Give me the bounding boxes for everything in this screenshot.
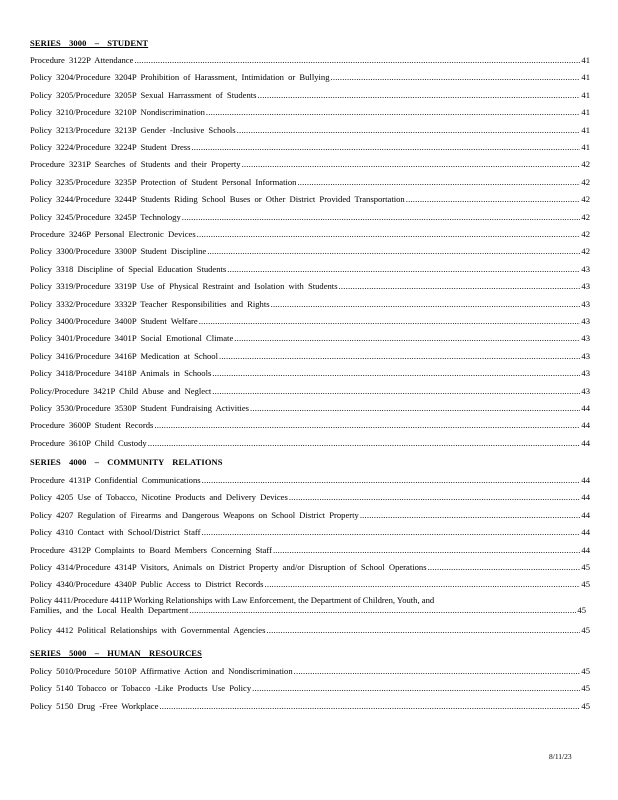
series-5000-heading: SERIES 5000 – HUMAN RESOURCES	[30, 648, 202, 658]
toc-entry-page: 44	[581, 527, 590, 538]
toc-entry-page: 45	[581, 579, 590, 590]
dot-leader	[234, 333, 580, 343]
toc-entry-page: 41	[581, 142, 590, 152]
toc-entry-page: 43	[581, 385, 590, 396]
toc-entry-title: Policy 3224/Procedure 3224P Student Dress	[30, 142, 191, 152]
dot-leader	[191, 142, 580, 152]
toc-entry	[30, 701, 590, 711]
toc-entry-page: 42	[581, 194, 590, 205]
toc-entry	[30, 579, 590, 589]
dot-leader	[227, 264, 580, 274]
dot-leader	[202, 475, 581, 485]
toc-entry-page: 43	[581, 281, 590, 292]
toc-entry-page: 41	[581, 55, 590, 65]
toc-entry-title: Policy 4314/Procedure 4314P Visitors, Animals on District Property and/or Disruption of School Operations	[30, 562, 427, 572]
toc-entry-title: Policy 4411/Procedure 4411P Working Relationships with Law Enforcement, the Department of Children, Youth, and	[30, 594, 435, 605]
toc-entry-page: 45	[581, 625, 590, 636]
series-3000-heading: SERIES 3000 – STUDENT	[30, 38, 149, 48]
toc-entry-page: 41	[581, 72, 590, 83]
toc-entry-title: Procedure 3600P Student Records	[30, 420, 154, 431]
toc-entry	[30, 562, 590, 572]
toc-entry-title: Policy 3401/Procedure 3401P Social Emotional Climate	[30, 333, 234, 344]
dot-leader	[219, 351, 580, 361]
dot-leader	[273, 545, 580, 555]
dot-leader	[134, 55, 580, 65]
toc-entry-title-continued: Families, and the Local Health Department	[30, 604, 189, 615]
toc-entry-page: 45	[577, 604, 586, 615]
toc-entry	[30, 90, 590, 100]
dot-leader	[265, 579, 581, 589]
toc-entry-page: 45	[581, 700, 590, 711]
toc-entry	[30, 438, 590, 448]
toc-entry-page: 43	[581, 350, 590, 361]
toc-entry-title: Procedure 4131P Confidential Communications	[30, 475, 201, 485]
dot-leader	[271, 299, 581, 309]
toc-entry	[30, 545, 590, 555]
dot-leader	[266, 625, 580, 635]
toc-entry	[30, 264, 590, 274]
dot-leader	[331, 72, 581, 82]
toc-entry-title: Policy 3530/Procedure 3530P Student Fundraising Activities	[30, 403, 250, 413]
toc-entry	[30, 299, 590, 309]
toc-entry-page: 42	[581, 246, 590, 257]
toc-entry-title: Policy/Procedure 3421P Child Abuse and Neglect	[30, 385, 212, 396]
toc-entry-page: 44	[581, 420, 590, 431]
toc-entry-title: Procedure 3610P Child Custody	[30, 437, 147, 448]
series-4000-heading: SERIES 4000 – COMMUNITY RELATIONS	[30, 457, 223, 467]
toc-entry-title: Policy 3319/Procedure 3319P Use of Physical Restraint and Isolation with Students	[30, 281, 338, 292]
toc-entry-title: Policy 3210/Procedure 3210P Nondiscrimination	[30, 107, 205, 118]
toc-entry	[30, 281, 590, 291]
toc-entry-page: 41	[581, 107, 590, 118]
toc-entry-title: Policy 3245/Procedure 3245P Technology	[30, 211, 181, 222]
toc-entry-title: Policy 3300/Procedure 3300P Student Discipline	[30, 246, 207, 257]
toc-entry-page: 41	[581, 89, 590, 100]
toc-entry	[30, 666, 590, 676]
dot-leader	[202, 527, 581, 537]
toc-entry-page: 42	[581, 176, 590, 187]
toc-entry-page: 42	[581, 159, 590, 170]
dot-leader	[159, 701, 580, 711]
toc-entry-page: 43	[581, 316, 590, 326]
dot-leader	[428, 562, 581, 572]
toc-entry-title: Policy 3204/Procedure 3204P Prohibition of Harassment, Intimidation or Bullying	[30, 72, 330, 83]
toc-entry	[30, 212, 590, 222]
toc-entry-page: 43	[581, 298, 590, 309]
dot-leader	[154, 420, 580, 430]
dot-leader	[258, 90, 581, 100]
toc-entry	[30, 246, 590, 256]
toc-entry-page: 45	[581, 562, 590, 572]
toc-entry-title: Policy 4310 Contact with School/District Staff	[30, 527, 201, 538]
dot-leader	[294, 666, 581, 676]
dot-leader	[212, 386, 580, 396]
toc-entry	[30, 403, 590, 413]
dot-leader	[360, 510, 581, 520]
toc-entry	[30, 475, 590, 485]
toc-entry	[30, 107, 590, 117]
dot-leader	[199, 316, 581, 326]
toc-entry	[30, 142, 590, 152]
toc-entry-page: 43	[581, 263, 590, 274]
toc-entry	[30, 625, 590, 635]
toc-entry	[30, 527, 590, 537]
toc-entry-title: Policy 3244/Procedure 3244P Students Riding School Buses or Other District Provided Transportation	[30, 194, 405, 205]
toc-entry-page: 44	[581, 492, 590, 503]
toc-entry-title: Procedure 3246P Personal Electronic Devices	[30, 229, 196, 239]
toc-entry-page: 41	[581, 124, 590, 135]
toc-entry-title: Policy 3416/Procedure 3416P Medication at School	[30, 350, 218, 361]
dot-leader	[212, 368, 580, 378]
toc-entry	[30, 229, 590, 239]
toc-entry-page: 44	[581, 403, 590, 413]
toc-entry	[30, 159, 590, 169]
toc-entry-title: Procedure 3122P Attendance	[30, 55, 134, 65]
toc-entry-title: Policy 4205 Use of Tobacco, Nicotine Products and Delivery Devices	[30, 492, 288, 503]
dot-leader	[250, 403, 580, 413]
dot-leader	[207, 246, 580, 256]
dot-leader	[189, 605, 576, 615]
toc-entry-page: 45	[581, 666, 590, 676]
toc-entry-title: Policy 4412 Political Relationships with Governmental Agencies	[30, 625, 266, 636]
toc-entry-title: Policy 3400/Procedure 3400P Student Welfare	[30, 316, 198, 326]
toc-entry	[30, 55, 590, 65]
toc-entry	[30, 368, 590, 378]
dot-leader	[242, 159, 581, 169]
toc-entry	[30, 510, 590, 520]
toc-entry-title: Policy 3418/Procedure 3418P Animals in Schools	[30, 368, 212, 379]
toc-entry	[30, 492, 590, 502]
dot-leader	[252, 683, 580, 693]
toc-entry-page: 45	[581, 683, 590, 694]
toc-entry-title: Policy 3332/Procedure 3332P Teacher Responsibilities and Rights	[30, 298, 270, 309]
dot-leader	[206, 107, 580, 117]
toc-entry	[30, 683, 590, 693]
toc-entry	[30, 351, 590, 361]
toc-entry	[30, 595, 586, 615]
toc-entry-page: 42	[581, 229, 590, 239]
toc-entry-page: 44	[581, 437, 590, 448]
dot-leader	[289, 492, 581, 502]
toc-entry-title: Policy 3318 Discipline of Special Education Students	[30, 263, 227, 274]
toc-entry-title: Policy 4207 Regulation of Firearms and Dangerous Weapons on School District Property	[30, 509, 359, 520]
toc-entry-page: 44	[581, 509, 590, 520]
dot-leader	[339, 281, 581, 291]
toc-entry	[30, 72, 590, 82]
dot-leader	[197, 229, 581, 239]
dot-leader	[297, 177, 580, 187]
toc-entry-line2	[30, 605, 586, 615]
toc-entry-page: 44	[581, 475, 590, 485]
toc-entry	[30, 333, 590, 343]
dot-leader	[148, 438, 581, 448]
toc-entry-title: Policy 5010/Procedure 5010P Affirmative Action and Nondiscrimination	[30, 666, 293, 676]
toc-entry-page: 43	[581, 368, 590, 379]
footer-date: 8/11/23	[549, 752, 572, 761]
toc-entry-page: 44	[581, 544, 590, 555]
toc-entry-title: Procedure 4312P Complaints to Board Members Concerning Staff	[30, 544, 272, 555]
toc-entry	[30, 386, 590, 396]
toc-entry-title: Policy 3235/Procedure 3235P Protection of Student Personal Information	[30, 176, 297, 187]
dot-leader	[237, 125, 581, 135]
toc-entry-title: Policy 5140 Tobacco or Tobacco -Like Products Use Policy	[30, 683, 252, 694]
toc-entry-page: 43	[581, 333, 590, 344]
toc-entry-title: Policy 3213/Procedure 3213P Gender -Inclusive Schools	[30, 124, 236, 135]
toc-entry	[30, 177, 590, 187]
toc-entry-page: 42	[581, 211, 590, 222]
toc-entry	[30, 194, 590, 204]
toc-entry-title: Policy 5150 Drug -Free Workplace	[30, 700, 159, 711]
toc-entry	[30, 420, 590, 430]
dot-leader	[406, 194, 581, 204]
toc-entry	[30, 125, 590, 135]
toc-entry	[30, 316, 590, 326]
toc-entry-title: Policy 3205/Procedure 3205P Sexual Harrassment of Students	[30, 89, 257, 100]
dot-leader	[182, 212, 581, 222]
toc-entry-title: Procedure 3231P Searches of Students and their Property	[30, 159, 241, 170]
toc-entry-title: Policy 4340/Procedure 4340P Public Access to District Records	[30, 579, 264, 590]
